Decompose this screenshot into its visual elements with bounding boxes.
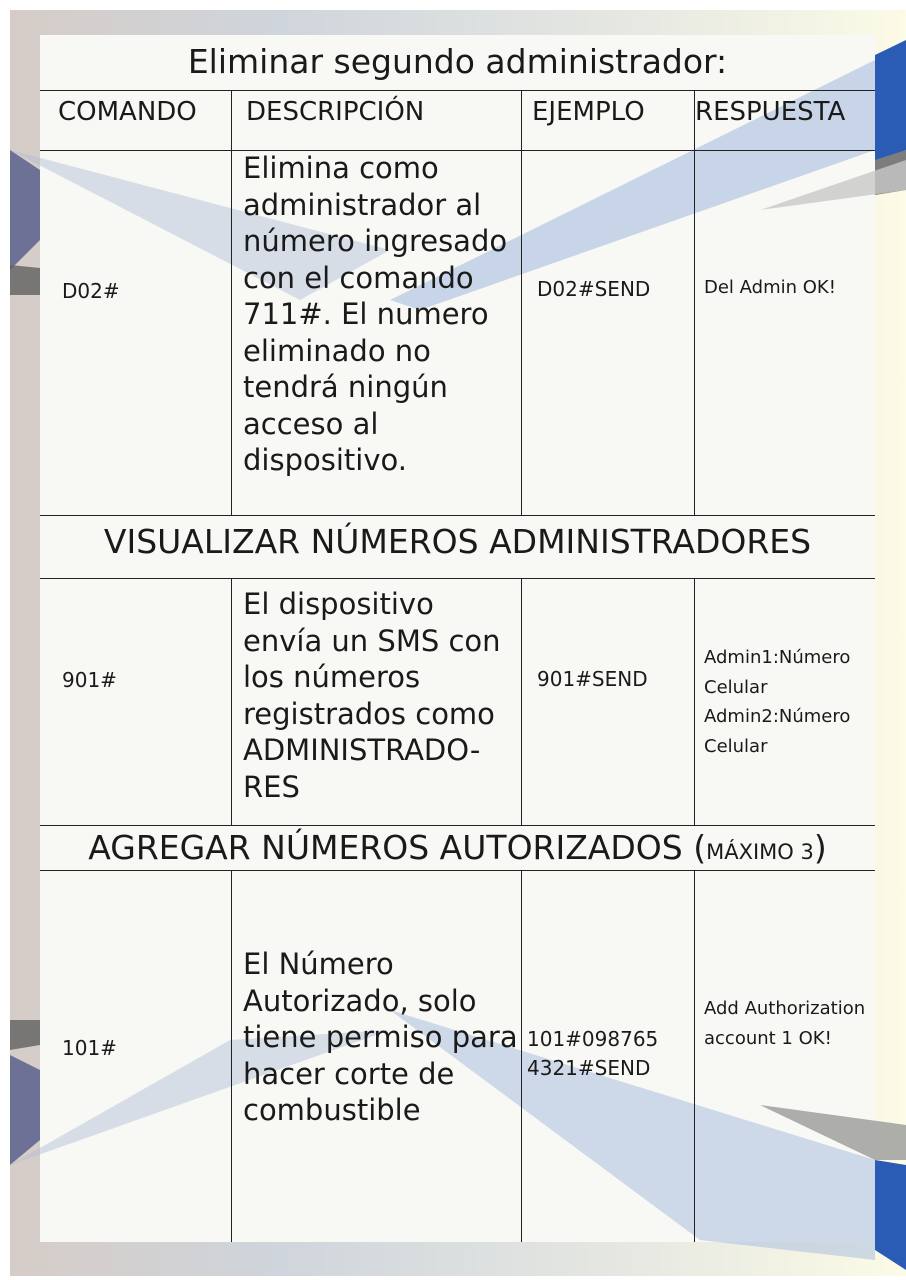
divider <box>40 515 875 516</box>
divider <box>231 578 232 825</box>
divider <box>40 825 875 826</box>
row-response: Del Admin OK! <box>704 277 836 298</box>
section-title-end: ) <box>813 828 827 867</box>
section-title: Eliminar segundo administrador: <box>187 42 728 81</box>
section-title: VISUALIZAR NÚMEROS ADMINISTRADORES <box>103 522 812 561</box>
row-example <box>527 1025 658 1083</box>
row-command: D02# <box>62 279 120 303</box>
divider <box>231 90 232 515</box>
divider <box>40 578 875 579</box>
row-command: 101# <box>62 1036 117 1060</box>
row-description: El dispositivo envía un SMS con los números registrados como ADMINISTRADO-RES <box>243 587 501 804</box>
row-response: Add Authorization account 1 OK! <box>704 998 866 1049</box>
row-response: Admin1:Número Celular Admin2:Número Celular <box>704 647 851 757</box>
section-title-text: AGREGAR NÚMEROS AUTORIZADOS ( <box>88 828 707 867</box>
row-example: 901#SEND <box>537 667 648 691</box>
divider <box>40 90 875 91</box>
divider <box>521 870 522 1242</box>
divider <box>231 870 232 1242</box>
divider <box>694 578 695 825</box>
header-description: DESCRIPCIÓN <box>246 97 425 127</box>
header-command: COMANDO <box>58 97 197 127</box>
row-description: El Número Autorizado, solo tiene permiso para hacer corte de combustible <box>243 947 518 1127</box>
row-example-line: 101#098765 <box>527 1027 659 1051</box>
divider <box>694 90 695 515</box>
row-command: 901# <box>62 668 117 692</box>
divider <box>521 578 522 825</box>
divider <box>40 870 875 871</box>
row-example: D02#SEND <box>537 277 651 301</box>
row-example-line: 4321#SEND <box>527 1056 651 1080</box>
section-title <box>40 828 875 867</box>
header-example: EJEMPLO <box>532 97 645 127</box>
header-response: RESPUESTA <box>695 97 846 127</box>
row-description: Elimina como administrador al número ingresado con el comando 711#. El numero eliminado no tendrá ningún acceso al dispositivo. <box>243 151 508 477</box>
divider <box>694 870 695 1242</box>
section-title-note: MÁXIMO 3 <box>706 840 814 864</box>
divider <box>521 90 522 515</box>
